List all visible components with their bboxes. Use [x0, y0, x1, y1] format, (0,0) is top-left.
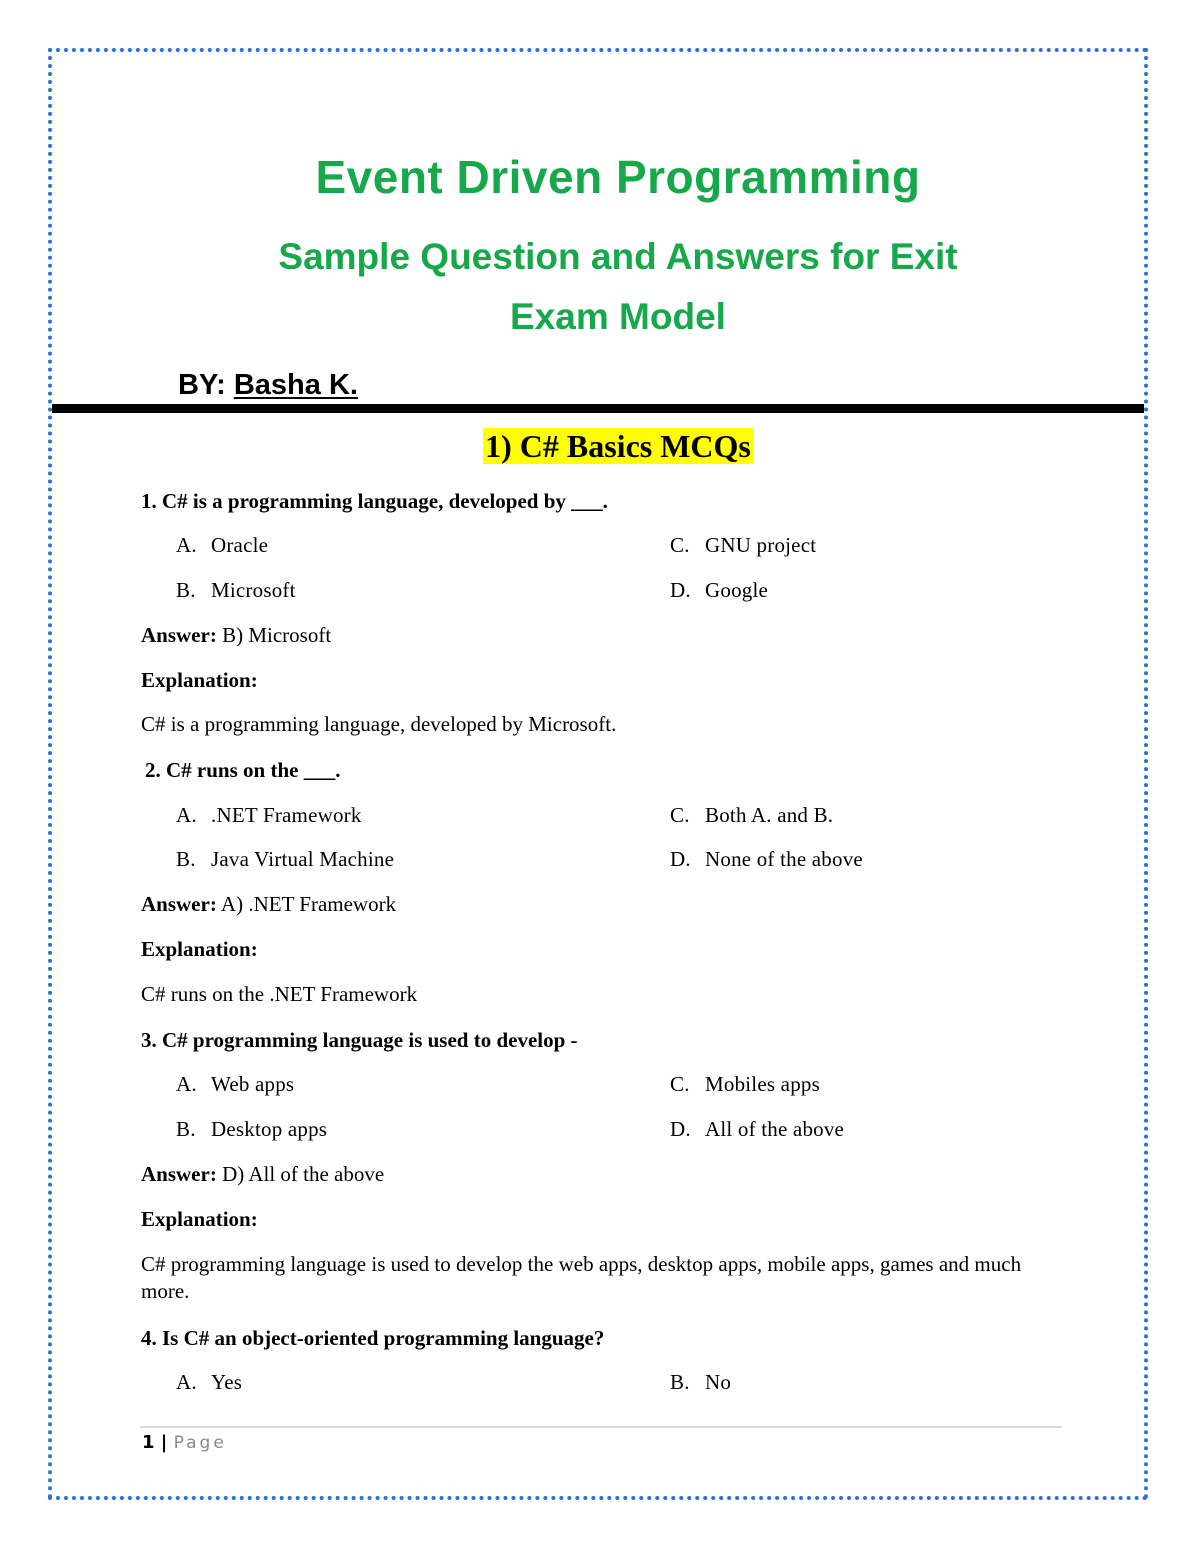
question-2-explanation-label: Explanation:	[141, 937, 258, 961]
page-number: 1	[142, 1432, 155, 1453]
question-1-explanation: C# is a programming language, developed by Microsoft.	[141, 712, 617, 736]
page-footer	[142, 1432, 227, 1453]
section-heading: 1) C# Basics MCQs	[485, 428, 751, 464]
question-4-option-b: B. No	[670, 1370, 732, 1394]
footer-separator: |	[154, 1432, 174, 1453]
question-1-option-c: C. GNU project	[670, 533, 817, 557]
question-2-option-b: B. Java Virtual Machine	[176, 847, 395, 871]
question-3-option-c: C. Mobiles apps	[670, 1072, 820, 1096]
question-2: 2. C# runs on the ___.	[145, 758, 341, 782]
question-4: 4. Is C# an object-oriented programming language?	[141, 1326, 605, 1350]
question-3-option-a: A. Web apps	[176, 1072, 295, 1096]
document-subtitle-line-1: Sample Question and Answers for Exit	[278, 236, 958, 277]
header-divider	[52, 404, 1144, 413]
author-prefix: BY:	[178, 369, 234, 401]
document-title: Event Driven Programming	[315, 151, 921, 203]
question-3-option-d: D. All of the above	[670, 1117, 845, 1141]
question-1-option-d: D. Google	[670, 578, 769, 602]
author-line	[178, 369, 358, 402]
footer-divider	[140, 1426, 1062, 1428]
question-3-explanation-label: Explanation:	[141, 1207, 258, 1231]
author-name: Basha K.	[233, 369, 358, 401]
question-3-answer: Answer: D) All of the above	[141, 1162, 385, 1186]
question-3: 3. C# programming language is used to develop -	[141, 1028, 578, 1052]
question-3-explanation: C# programming language is used to develop the web apps, desktop apps, mobile apps, games and much more.	[141, 1252, 1022, 1303]
page-label: Page	[173, 1433, 227, 1453]
document-subtitle-line-2: Exam Model	[510, 296, 726, 337]
question-2-option-d: D. None of the above	[670, 847, 863, 871]
question-1-option-b: B. Microsoft	[176, 578, 296, 602]
question-1-answer: Answer: B) Microsoft	[141, 623, 332, 647]
question-3-option-b: B. Desktop apps	[176, 1117, 328, 1141]
question-1: 1. C# is a programming language, developed by ___.	[141, 489, 608, 513]
question-2-explanation: C# runs on the .NET Framework	[141, 982, 418, 1006]
question-1-option-a: A. Oracle	[176, 533, 269, 557]
question-2-answer: Answer: A) .NET Framework	[141, 892, 397, 916]
question-2-option-a: A. .NET Framework	[176, 803, 362, 827]
question-2-option-c: C. Both A. and B.	[670, 803, 834, 827]
question-4-option-a: A. Yes	[176, 1370, 243, 1394]
question-1-explanation-label: Explanation:	[141, 668, 258, 692]
